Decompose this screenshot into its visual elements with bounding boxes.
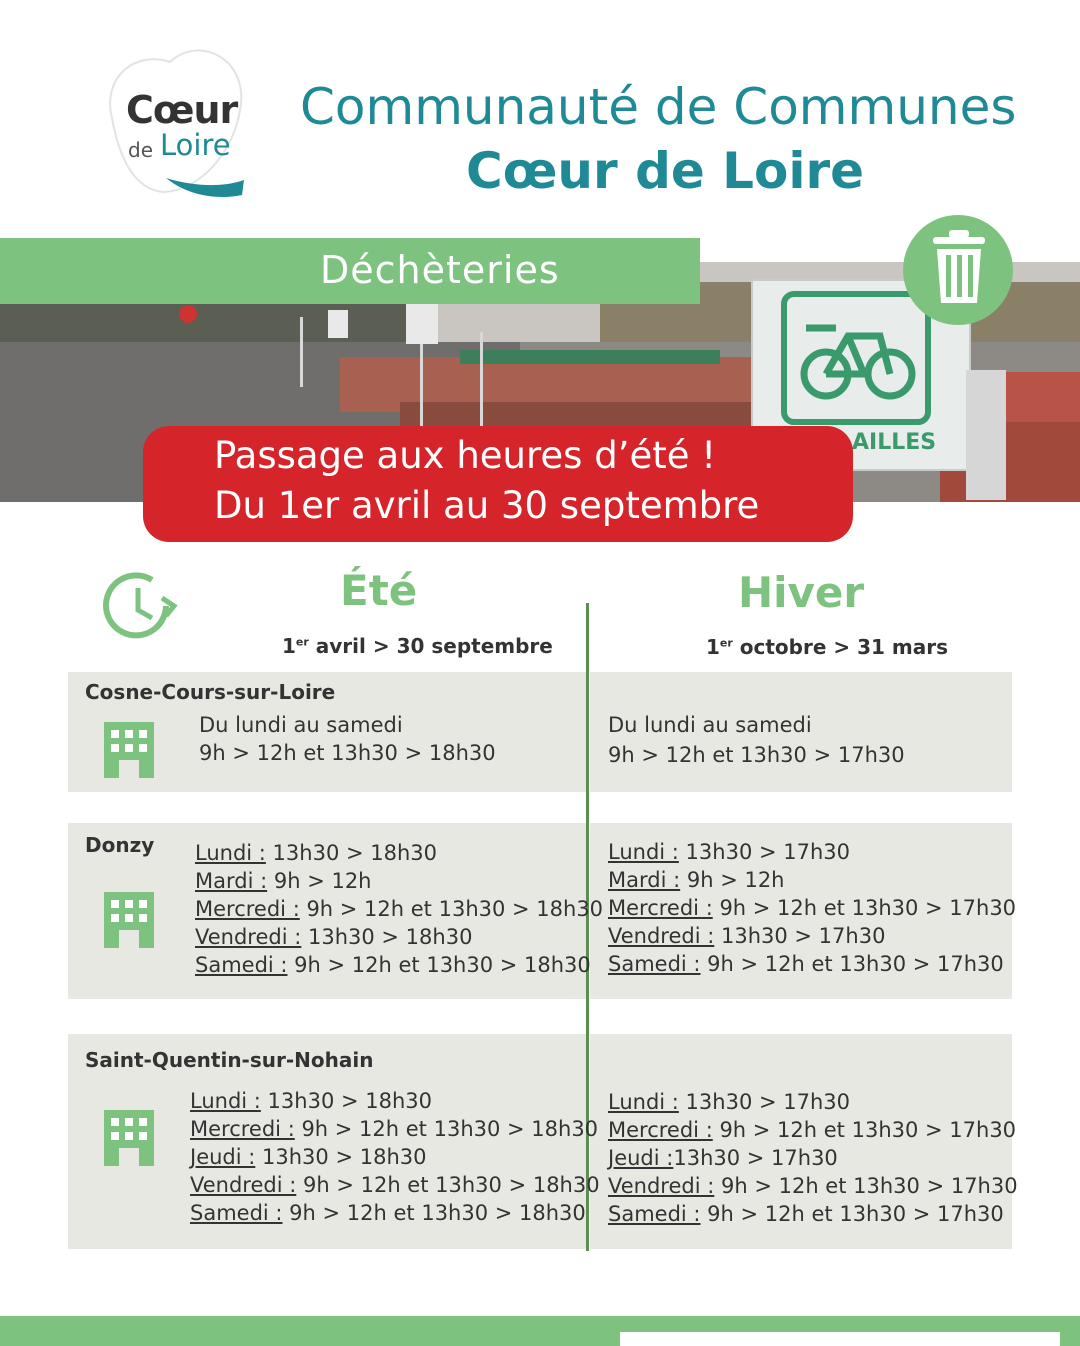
sign-text: AILLES [852,430,937,455]
schedule-line: Mercredi : 9h > 12h et 13h30 > 17h30 [608,1118,1017,1142]
logo-word-loire: Loire [160,128,231,162]
building-icon [104,892,154,948]
clock-icon [102,572,178,640]
site-name: Saint-Quentin-sur-Nohain [85,1048,374,1072]
schedule-line: Mercredi : 9h > 12h et 13h30 > 18h30 [195,897,604,921]
schedule-summer [190,1087,600,1227]
schedule-summer [199,711,496,767]
schedule-line: Du lundi au samedi [199,713,403,737]
season-summer-range: 1er avril > 30 septembre [282,634,553,658]
logo-word-coeur: Cœur [126,88,238,132]
schedule-line: Lundi : 13h30 > 18h30 [190,1089,433,1113]
summer-notice-line1: Passage aux heures d’été ! [214,434,717,477]
trash-icon [903,215,1013,325]
building-icon [104,1110,154,1166]
schedule-line: Mardi : 9h > 12h [608,868,785,892]
page-title-line2: Cœur de Loire [466,142,865,200]
schedule-line: Vendredi : 13h30 > 18h30 [195,925,473,949]
section-banner-label: Déchèteries [320,248,560,292]
schedule-line: Lundi : 13h30 > 18h30 [195,841,438,865]
schedule-line: Vendredi : 9h > 12h et 13h30 > 18h30 [190,1173,600,1197]
schedule-summer [195,839,603,979]
schedule-line: Vendredi : 9h > 12h et 13h30 > 17h30 [608,1174,1018,1198]
summer-notice-line2: Du 1er avril au 30 septembre [214,484,760,527]
building-icon [104,722,154,778]
schedule-line: 9h > 12h et 13h30 > 18h30 [199,741,496,765]
schedule-line: 9h > 12h et 13h30 > 17h30 [608,743,905,767]
logo-word-de: de [128,138,153,162]
schedule-line: Lundi : 13h30 > 17h30 [608,1090,851,1114]
schedule-winter [608,711,905,769]
schedule-line: Mercredi : 9h > 12h et 13h30 > 17h30 [608,896,1017,920]
page-title-line1: Communauté de Communes [300,78,1017,136]
schedule-line: Mardi : 9h > 12h [195,869,372,893]
schedule-winter [608,1088,1018,1228]
schedule-line: Du lundi au samedi [608,713,812,737]
schedule-line: Vendredi : 13h30 > 17h30 [608,924,886,948]
trash-badge [903,215,1013,325]
schedule-line: Mercredi : 9h > 12h et 13h30 > 18h30 [190,1117,599,1141]
site-name: Donzy [85,833,155,857]
footer-strip [620,1332,1060,1346]
schedule-line: Samedi : 9h > 12h et 13h30 > 17h30 [608,1202,1004,1226]
schedule-winter [608,838,1016,978]
schedule-line: Jeudi : 13h30 > 18h30 [190,1145,427,1169]
schedule-line: Jeudi :13h30 > 17h30 [608,1146,838,1170]
schedule-line: Lundi : 13h30 > 17h30 [608,840,851,864]
site-name: Cosne-Cours-sur-Loire [85,680,336,704]
schedule-line: Samedi : 9h > 12h et 13h30 > 18h30 [195,953,591,977]
season-summer-title: Été [340,566,418,615]
season-winter-range: 1er octobre > 31 mars [706,635,948,659]
schedule-line: Samedi : 9h > 12h et 13h30 > 17h30 [608,952,1004,976]
schedule-line: Samedi : 9h > 12h et 13h30 > 18h30 [190,1201,586,1225]
season-winter-title: Hiver [738,568,865,617]
